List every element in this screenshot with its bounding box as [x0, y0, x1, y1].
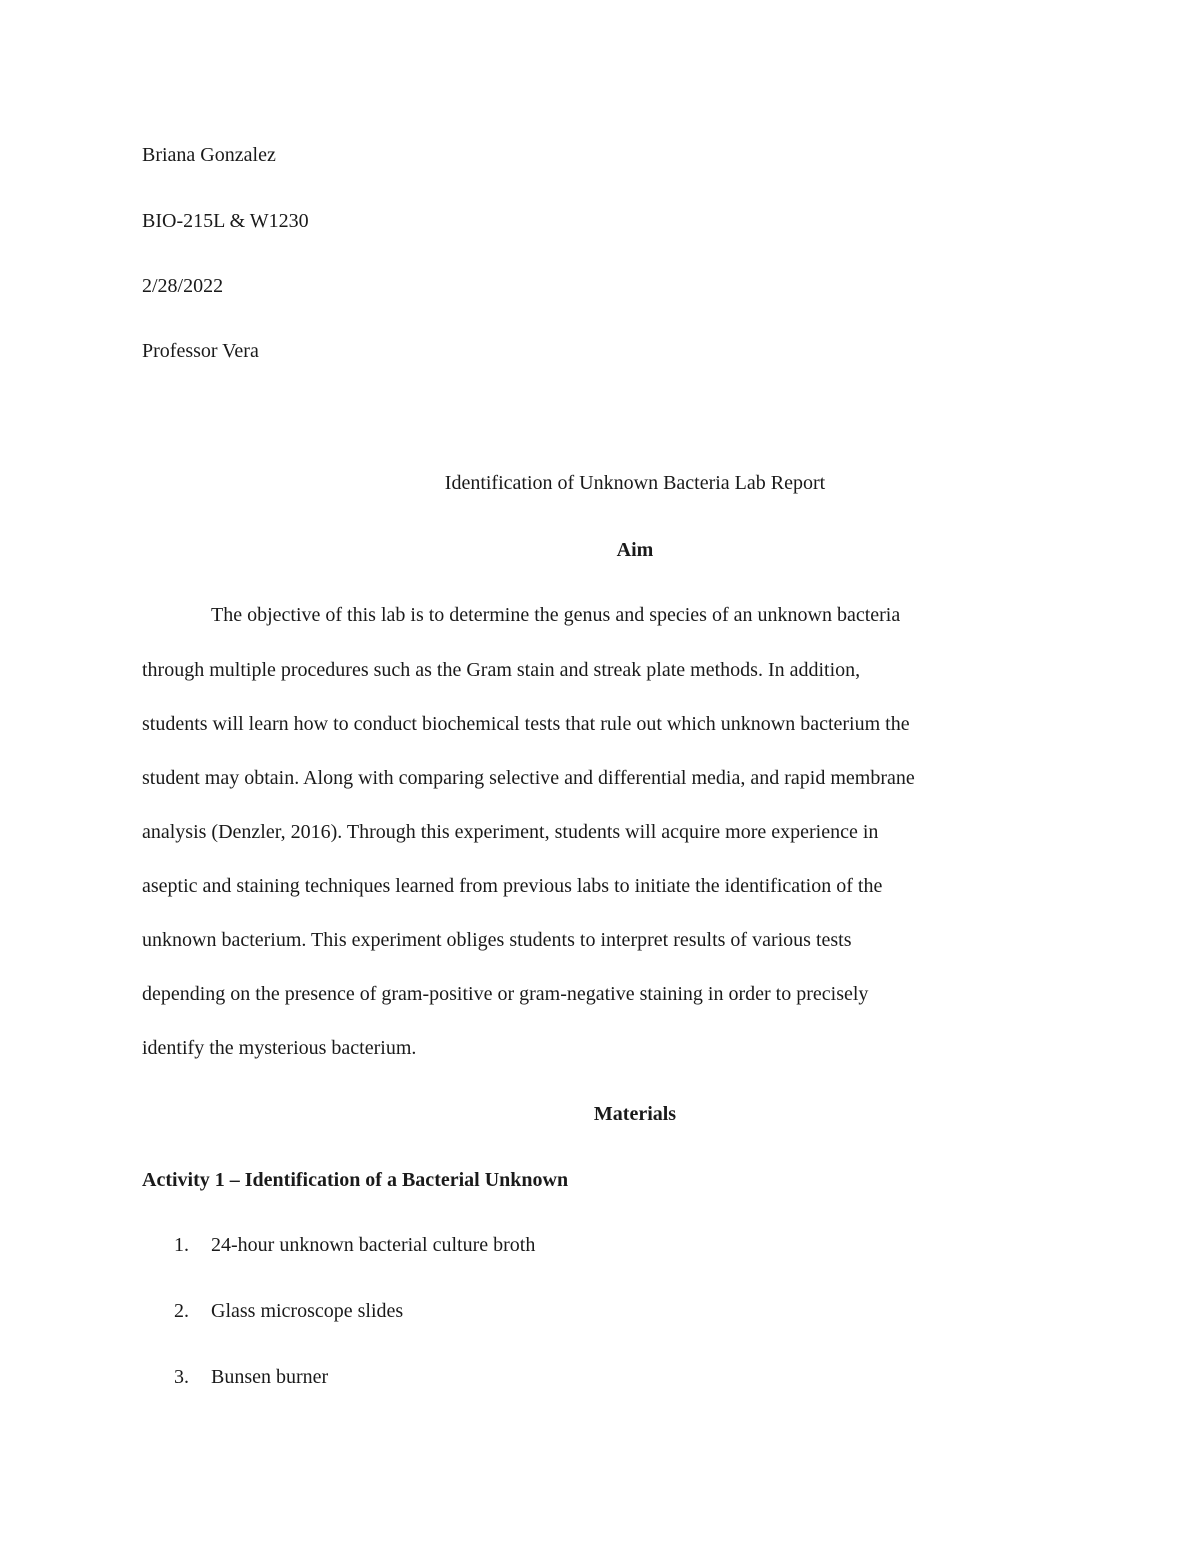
- course-code: BIO-215L & W1230: [142, 210, 309, 232]
- author-name: Briana Gonzalez: [142, 144, 276, 166]
- document-title: Identification of Unknown Bacteria Lab Report: [444, 472, 826, 494]
- list-item-number: 3.: [174, 1366, 189, 1388]
- aim-paragraph-line: students will learn how to conduct biochemical tests that rule out which unknown bacterium the: [142, 713, 910, 735]
- materials-heading: Materials: [593, 1103, 677, 1125]
- list-item: [174, 1363, 328, 1391]
- aim-paragraph-line: analysis (Denzler, 2016). Through this experiment, students will acquire more experience in: [142, 821, 879, 843]
- professor-name: Professor Vera: [142, 340, 259, 362]
- aim-paragraph-line: identify the mysterious bacterium.: [142, 1037, 417, 1059]
- activity-heading: Activity 1 – Identification of a Bacterial Unknown: [142, 1169, 569, 1191]
- report-date: 2/28/2022: [142, 275, 224, 297]
- aim-paragraph-line: The objective of this lab is to determine the genus and species of an unknown bacteria: [211, 604, 901, 626]
- list-item-number: 1.: [174, 1234, 189, 1256]
- aim-paragraph-line: aseptic and staining techniques learned from previous labs to initiate the identification of the: [142, 875, 883, 897]
- list-item-text: Glass microscope slides: [211, 1300, 404, 1322]
- aim-heading: Aim: [616, 539, 654, 561]
- list-item-text: 24-hour unknown bacterial culture broth: [211, 1234, 536, 1256]
- aim-paragraph-line: through multiple procedures such as the Gram stain and streak plate methods. In addition,: [142, 659, 861, 681]
- aim-paragraph-line: unknown bacterium. This experiment obliges students to interpret results of various tests: [142, 929, 852, 951]
- list-item: [174, 1231, 535, 1259]
- aim-paragraph-line: student may obtain. Along with comparing selective and differential media, and rapid membrane: [142, 767, 915, 789]
- list-item-text: Bunsen burner: [211, 1366, 329, 1388]
- aim-paragraph-line: depending on the presence of gram-positive or gram-negative staining in order to precisely: [142, 983, 869, 1005]
- list-item: [174, 1297, 403, 1325]
- list-item-number: 2.: [174, 1300, 189, 1322]
